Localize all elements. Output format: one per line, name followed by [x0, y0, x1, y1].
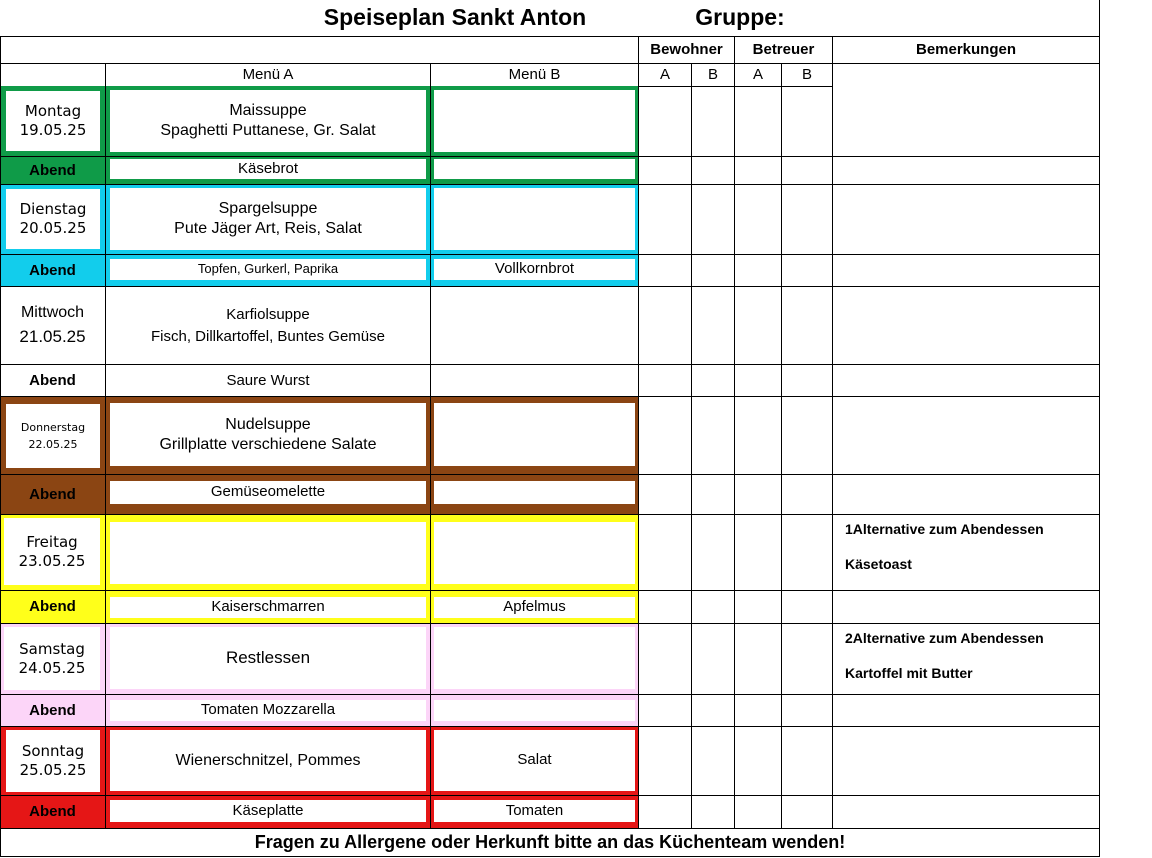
- menu-b-samstag: [434, 627, 635, 689]
- menu-b-sonntag: Salat: [434, 730, 635, 791]
- evening-b-montag: [434, 159, 635, 179]
- day-label-samstag: Samstag 24.05.25: [4, 627, 100, 690]
- day-label-montag: Montag 19.05.25: [6, 91, 100, 151]
- group-label: Gruppe:: [695, 4, 785, 31]
- abend-label-mittwoch: Abend: [29, 371, 76, 389]
- header-bewohner: Bewohner: [650, 41, 723, 58]
- evening-a-freitag: Kaiserschmarren: [110, 597, 426, 618]
- evening-b-samstag: [434, 700, 635, 721]
- abend-label-samstag: Abend: [29, 701, 76, 719]
- header-bewohner-b: B: [707, 66, 718, 83]
- header-betreuer-b: B: [801, 66, 812, 83]
- menu-b-dienstag: [434, 188, 635, 250]
- abend-label-donnerstag: Abend: [29, 485, 76, 503]
- menu-b-donnerstag: [434, 403, 635, 466]
- header-bemerkungen: Bemerkungen: [915, 41, 1017, 58]
- evening-a-montag: Käsebrot: [110, 159, 426, 179]
- menu-a-samstag: Restlessen: [110, 627, 426, 689]
- header-betreuer-a: A: [752, 66, 763, 83]
- abend-label-sonntag: Abend: [29, 803, 76, 820]
- evening-a-dienstag: Topfen, Gurkerl, Paprika: [110, 259, 426, 280]
- header-menu-b: Menü B: [508, 66, 561, 83]
- evening-b-sonntag: Tomaten: [434, 800, 635, 822]
- note-1-title: 1Alternative zum Abendessen: [845, 521, 1044, 537]
- footer-note: Fragen zu Allergene oder Herkunft bitte an das Küchenteam wenden!: [254, 831, 846, 852]
- abend-label-montag: Abend: [29, 161, 76, 179]
- note-2-title: 2Alternative zum Abendessen: [845, 630, 1044, 646]
- menu-a-sonntag: Wienerschnitzel, Pommes: [110, 730, 426, 791]
- note-2-item: Kartoffel mit Butter: [845, 665, 973, 681]
- menu-a-donnerstag: Nudelsuppe Grillplatte verschiedene Salate: [110, 403, 426, 466]
- abend-label-dienstag: Abend: [29, 261, 76, 279]
- header-bewohner-a: A: [659, 66, 670, 83]
- page-title: Speiseplan Sankt Anton: [323, 4, 587, 31]
- abend-label-freitag: Abend: [29, 598, 76, 615]
- menu-b-montag: [434, 90, 635, 152]
- evening-a-donnerstag: Gemüseomelette: [110, 481, 426, 504]
- day-label-freitag: Freitag 23.05.25: [4, 518, 100, 585]
- menu-a-montag: Maissuppe Spaghetti Puttanese, Gr. Salat: [110, 90, 426, 152]
- evening-b-dienstag: Vollkornbrot: [434, 259, 635, 280]
- evening-a-sonntag: Käseplatte: [110, 800, 426, 822]
- day-label-sonntag: Sonntag 25.05.25: [6, 730, 100, 792]
- note-1-item: Käsetoast: [845, 556, 912, 572]
- evening-b-donnerstag: [434, 481, 635, 504]
- evening-a-mittwoch: Saure Wurst: [226, 371, 310, 389]
- evening-b-freitag: Apfelmus: [434, 597, 635, 618]
- menu-a-dienstag: Spargelsuppe Pute Jäger Art, Reis, Salat: [110, 188, 426, 250]
- day-label-donnerstag: Donnerstag 22.05.25: [6, 404, 100, 468]
- day-label-mittwoch: Mittwoch 21.05.25: [19, 304, 86, 346]
- menu-b-freitag: [434, 522, 635, 584]
- menu-a-mittwoch: Karfiolsuppe Fisch, Dillkartoffel, Buntes Gemüse: [151, 305, 385, 345]
- menu-a-freitag: [110, 522, 426, 584]
- day-label-dienstag: Dienstag 20.05.25: [6, 189, 100, 249]
- header-menu-a: Menü A: [242, 66, 294, 83]
- evening-a-samstag: Tomaten Mozzarella: [110, 700, 426, 721]
- header-betreuer: Betreuer: [752, 41, 815, 58]
